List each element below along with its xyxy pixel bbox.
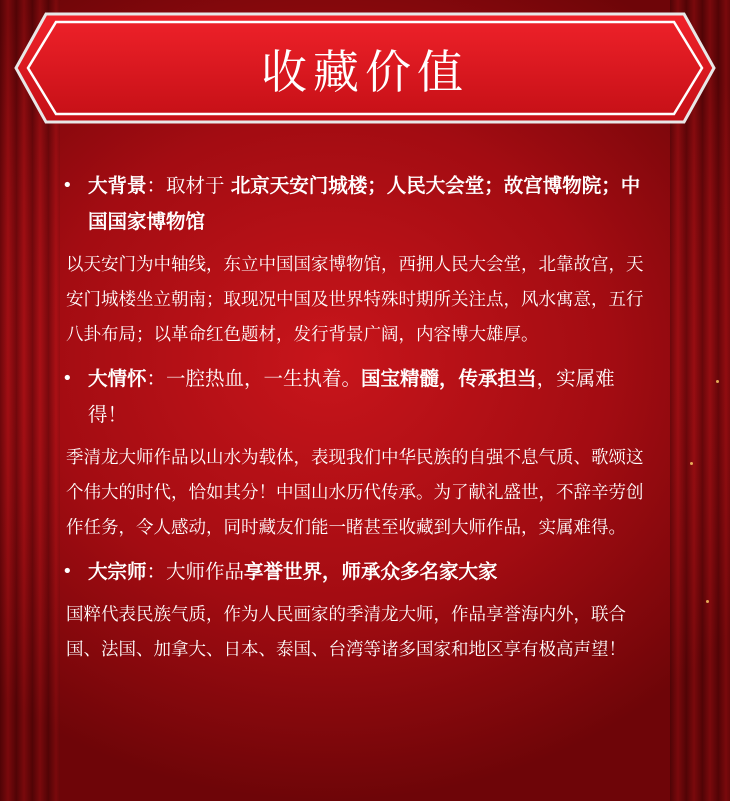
- heading-colon: ：: [146, 560, 167, 583]
- heading-text: 大师作品: [166, 560, 245, 583]
- bullet-icon: •: [62, 175, 73, 196]
- sparkle-dot: [706, 600, 709, 603]
- heading-tail: ，实属难得！: [88, 367, 615, 426]
- heading-colon: ：: [146, 174, 167, 197]
- section-heading: [62, 554, 652, 590]
- content-area: [62, 168, 652, 676]
- section-heading: [62, 361, 652, 433]
- sparkle-dot: [690, 462, 693, 465]
- heading-label: 大宗师: [88, 560, 147, 583]
- bullet-icon: •: [62, 561, 73, 582]
- heading-label: 大背景: [88, 174, 147, 197]
- title-banner: [12, 10, 718, 126]
- section-paragraph: 季清龙大师作品以山水为载体，表现我们中华民族的自强不息气质、歌颂这个伟大的时代，恰如其分！中国山水历代传承。为了献礼盛世，不辞辛劳创作任务，令人感动，同时藏友们能一睹甚至收藏到大师作品，实属难得。: [66, 448, 644, 538]
- heading-colon: ：: [146, 367, 167, 390]
- section-heading: [62, 168, 652, 240]
- heading-text: 一腔热血，一生执着。: [166, 367, 362, 390]
- bullet-icon: •: [62, 368, 73, 389]
- heading-text: 取材于: [166, 174, 231, 197]
- section-paragraph: 以天安门为中轴线，东立中国国家博物馆，西拥人民大会堂，北靠故宫，天安门城楼坐立朝南；取现况中国及世界特殊时期所关注点，风水寓意，五行八卦布局；以革命红色题材，发行背景广阔，内容博大雄厚。: [66, 255, 644, 345]
- heading-highlight: 国宝精髓，传承担当: [361, 367, 537, 390]
- sparkle-dot: [716, 380, 719, 383]
- heading-label: 大情怀: [88, 367, 147, 390]
- page-title: 收藏价值: [261, 45, 469, 99]
- heading-highlight: 享誉世界，师承众多名家大家: [244, 560, 498, 583]
- heading-highlight: 北京天安门城楼；人民大会堂；故宫博物院；中国国家博物馆: [88, 174, 641, 233]
- section-paragraph: 国粹代表民族气质，作为人民画家的季清龙大师，作品享誉海内外，联合国、法国、加拿大、日本、泰国、台湾等诸多国家和地区享有极高声望！: [66, 605, 626, 660]
